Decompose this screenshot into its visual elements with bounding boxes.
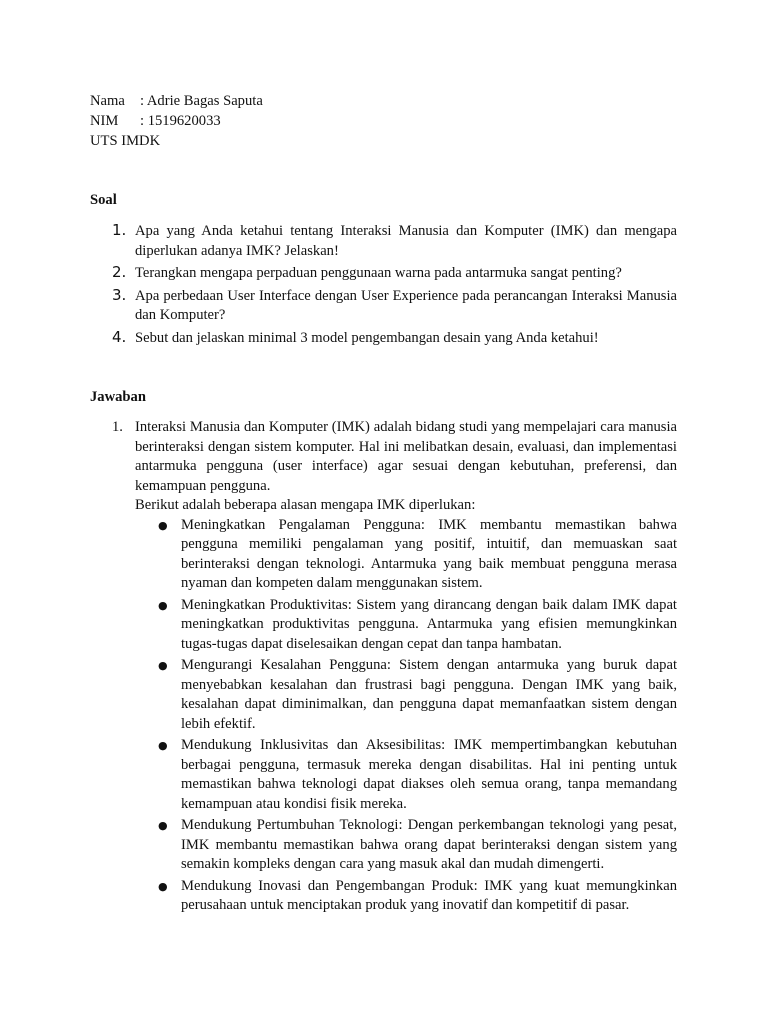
bullet-icon: ● — [158, 739, 168, 752]
bullet-icon: ● — [158, 598, 168, 612]
jawaban-heading: Jawaban — [90, 389, 146, 405]
question-item — [90, 287, 677, 326]
reason-item — [90, 656, 677, 734]
answer-text: Interaksi Manusia dan Komputer (IMK) adalah bidang studi yang mempelajari cara manusia berinteraksi dengan sistem komputer. Hal ini melibatkan desain, evaluasi, dan implementasi antarmuka pengguna (user interface) agar sesuai dengan kebutuhan, preferensi, dan kemampuan pengguna. — [135, 419, 677, 494]
reason-item — [90, 516, 677, 594]
course-row — [90, 132, 263, 152]
reason-text: Mengurangi Kesalahan Pengguna: Sistem dengan antarmuka yang buruk dapat menyebabkan kesalahan dan frustrasi bagi pengguna. Dengan IMK yang baik, kesalahan dapat diminimalkan, dan pengguna dapat memanfaatkan sistem dengan lebih efektif. — [181, 657, 677, 732]
question-text: Apa perbedaan User Interface dengan User Experience pada perancangan Interaksi Manusia dan Komputer? — [135, 287, 677, 323]
answer-number: 1. — [112, 419, 123, 435]
question-item — [90, 222, 677, 261]
question-text: Terangkan mengapa perpaduan penggunaan warna pada antarmuka sangat penting? — [135, 265, 622, 281]
nim-row — [90, 112, 263, 132]
bullet-icon: ● — [158, 659, 168, 672]
nim-label: NIM — [90, 113, 119, 129]
bullet-icon: ● — [158, 518, 168, 532]
reason-list — [90, 516, 677, 916]
question-number: 1. — [112, 221, 127, 239]
question-item — [90, 329, 677, 349]
reason-text: Mendukung Inklusivitas dan Aksesibilitas: IMK mempertimbangkan kebutuhan berbagai pengguna, termasuk mereka dengan disabilitas. Hal ini penting untuk memastikan bahwa teknologi dapat diakses oleh semua orang, tanpa memandang kemampuan atau kondisi fisik mereka. — [181, 737, 677, 812]
reason-text: Meningkatkan Pengalaman Pengguna: IMK membantu memastikan bahwa pengguna memiliki pengalaman yang positif, intuitif, dan memuaskan saat berinteraksi dengan teknologi. Antarmuka yang baik membuat pengguna merasa nyaman dan kompeten dalam menggunakan sistem. — [181, 516, 677, 591]
answer-intro: Berikut adalah beberapa alasan mengapa IMK diperlukan: — [135, 497, 476, 513]
answer-section — [90, 418, 677, 918]
nim-value: : 1519620033 — [140, 113, 221, 129]
answer-item — [90, 418, 677, 496]
bullet-icon: ● — [158, 879, 168, 893]
question-number: 3. — [112, 285, 127, 304]
course-label: UTS IMDK — [90, 133, 161, 149]
bullet-icon: ● — [158, 819, 168, 832]
reason-item — [90, 736, 677, 814]
reason-item — [90, 596, 677, 655]
reason-item — [90, 877, 677, 916]
question-list — [90, 222, 677, 351]
reason-text: Meningkatkan Produktivitas: Sistem yang dirancang dengan baik dalam IMK dapat meningkatkan produktivitas pengguna. Antarmuka yang efisien memungkinkan tugas-tugas dapat diselesaikan dengan cepat dan tanpa hambatan. — [181, 596, 677, 652]
question-text: Sebut dan jelaskan minimal 3 model pengembangan desain yang Anda ketahui! — [135, 329, 599, 346]
question-number: 2. — [112, 263, 127, 281]
reason-text: Mendukung Inovasi dan Pengembangan Produk: IMK yang kuat memungkinkan perusahaan untuk menciptakan produk yang inovatif dan kompetitif di pasar. — [181, 877, 677, 913]
reason-item — [90, 816, 677, 875]
question-number: 4. — [112, 327, 127, 346]
name-label: Nama — [90, 93, 125, 109]
name-row — [90, 92, 263, 112]
name-value: : Adrie Bagas Saputa — [140, 93, 263, 109]
question-text: Apa yang Anda ketahui tentang Interaksi Manusia dan Komputer (IMK) dan mengapa diperlukan adanya IMK? Jelaskan! — [135, 223, 677, 259]
student-header — [90, 92, 263, 152]
reason-text: Mendukung Pertumbuhan Teknologi: Dengan perkembangan teknologi yang pesat, IMK membantu memastikan bahwa orang dapat berinteraksi dengan sistem yang semakin kompleks dengan cara yang masuk akal dan mudah dimengerti. — [181, 817, 677, 872]
question-item — [90, 264, 677, 284]
soal-heading: Soal — [90, 192, 117, 208]
